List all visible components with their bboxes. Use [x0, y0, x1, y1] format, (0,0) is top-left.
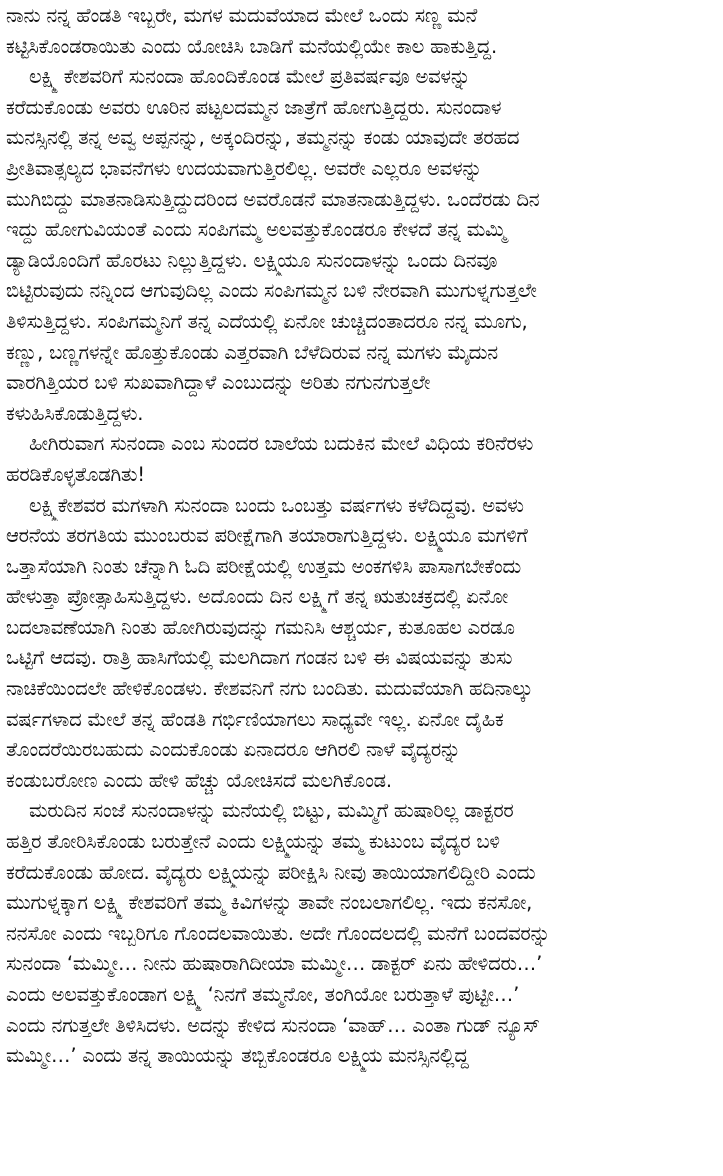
- text-line: ಲಕ್ಷ್ಮಿಕೇಶವರ ಮಗಳಾಗಿ ಸುನಂದಾ ಬಂದು ಒಂಬತ್ತು ವರ್ಷಗಳು ಕಳೆದಿದ್ದವು. ಅವಳು: [29, 493, 524, 517]
- text-line: ಕರೆದುಕೊಂಡು ಹೋದ. ವೈದ್ಯರು ಲಕ್ಷ್ಮಿಯನ್ನು ಪರೀಕ್ಷಿಸಿ ನೀವು ತಾಯಿಯಾಗಲಿದ್ದೀರಿ ಎಂದು: [6, 860, 536, 884]
- text-line: ಕಟ್ಟಿಸಿಕೊಂಡರಾಯಿತು ಎಂದು ಯೋಚಿಸಿ ಬಾಡಿಗೆ ಮನೆಯಲ್ಲಿಯೇ ಕಾಲ ಹಾಕುತ್ತಿದ್ದ.: [6, 34, 498, 58]
- text-line: ಹತ್ತಿರ ತೋರಿಸಿಕೊಂಡು ಬರುತ್ತೇನೆ ಎಂದು ಲಕ್ಷ್ಮಿಯನ್ನು ತಮ್ಮ ಕುಟುಂಬ ವೈದ್ಯರ ಬಳಿ: [6, 830, 500, 854]
- text-line: ಲಕ್ಷ್ಮಿ ಕೇಶವರಿಗೆ ಸುನಂದಾ ಹೊಂದಿಕೊಂಡ ಮೇಲೆ ಪ್ರತಿವರ್ಷವೂ ಅವಳನ್ನು: [29, 65, 471, 89]
- text-line: ಹರಡಿಕೊಳ್ಳತೊಡಗಿತು!: [6, 462, 145, 486]
- text-line: ಕಳುಹಿಸಿಕೊಡುತ್ತಿದ್ದಳು.: [6, 401, 144, 425]
- text-line: [6, 1102, 719, 1133]
- text-line: ಕರೆದುಕೊಂಡು ಅವರು ಊರಿನ ಪಟ್ಟಲದಮ್ಮನ ಜಾತ್ರೆಗೆ ಹೋಗುತ್ತಿದ್ದರು. ಸುನಂದಾಳ: [6, 95, 502, 119]
- text-line: ತೊಂದರೆಯಿರಬಹುದು ಎಂದುಕೊಂಡು ಏನಾದರೂ ಆಗಿರಲಿ ನಾಳೆ ವೈದ್ಯರನ್ನು: [6, 738, 461, 762]
- text-line: ನನಸೋ ಎಂದು ಇಬ್ಬರಿಗೂ ಗೊಂದಲವಾಯಿತು. ಅದೇ ಗೊಂದಲದಲ್ಲಿ ಮನೆಗೆ ಬಂದವರನ್ನು: [6, 921, 550, 945]
- text-line: ಆರನೆಯ ತರಗತಿಯ ಮುಂಬರುವ ಪರೀಕ್ಷೆಗಾಗಿ ತಯಾರಾಗುತ್ತಿದ್ದಳು. ಲಕ್ಷ್ಮಿಯೂ ಮಗಳಿಗೆ: [6, 524, 528, 548]
- text-line: ಒತ್ತಾಸೆಯಾಗಿ ನಿಂತು ಚೆನ್ನಾಗಿ ಓದಿ ಪರೀಕ್ಷೆಯಲ್ಲಿ ಉತ್ತಮ ಅಂಕಗಳಿಸಿ ಪಾಸಾಗಬೇಕೆಂದು: [6, 554, 522, 578]
- text-line: ಸುನಂದಾ ‘ಮಮ್ಮೀ… ನೀನು ಹುಷಾರಾಗಿದೀಯಾ ಮಮ್ಮೀ… ಡಾಕ್ಟರ್ ಏನು ಹೇಳಿದರು…’: [6, 952, 543, 976]
- text-line: ಮರುದಿನ ಸಂಜೆ ಸುನಂದಾಳನ್ನು ಮನೆಯಲ್ಲಿ ಬಿಟ್ಟು, ಮಮ್ಮಿಗೆ ಹುಷಾರಿಲ್ಲ ಡಾಕ್ಟರರ: [29, 799, 514, 823]
- text-line: ಪ್ರೀತಿವಾತ್ಸಲ್ಯದ ಭಾವನೆಗಳು ಉದಯವಾಗುತ್ತಿರಲಿಲ್ಲ. ಅವರೇ ಎಲ್ಲರೂ ಅವಳನ್ನು: [6, 156, 482, 180]
- text-line: ಮುಗಿಬಿದ್ದು ಮಾತನಾಡಿಸುತ್ತಿದ್ದುದರಿಂದ ಅವರೊಡನೆ ಮಾತನಾಡುತ್ತಿದ್ದಳು. ಒಂದೆರಡು ದಿನ: [6, 187, 540, 211]
- text-line: ಕಣ್ಣು, ಬಣ್ಣಗಳನ್ನೇ ಹೊತ್ತುಕೊಂಡು ಎತ್ತರವಾಗಿ ಬೆಳೆದಿರುವ ನನ್ನ ಮಗಳು ಮೈದುನ: [6, 340, 498, 364]
- text-line: ವಾರಗಿತ್ತಿಯರ ಬಳಿ ಸುಖವಾಗಿದ್ದಾಳೆ ಎಂಬುದನ್ನು ಅರಿತು ನಗುನಗುತ್ತಲೇ: [6, 371, 431, 395]
- text-line: ಮಮ್ಮೀ…’ ಎಂದು ತನ್ನ ತಾಯಿಯನ್ನು ತಬ್ಬಿಕೊಂಡರೂ ಲಕ್ಷ್ಮಿಯ ಮನಸ್ಸಿನಲ್ಲಿದ್ದ: [6, 1044, 469, 1068]
- text-line: ಮುಗುಳ್ನಕ್ಕಾಗ ಲಕ್ಷ್ಮಿ ಕೇಶವರಿಗೆ ತಮ್ಮ ಕಿವಿಗಳನ್ನು ತಾವೇ ನಂಬಲಾಗಲಿಲ್ಲ. ಇದು ಕನಸೋ,: [6, 891, 533, 915]
- text-line: ಹೀಗಿರುವಾಗ ಸುನಂದಾ ಎಂಬ ಸುಂದರ ಬಾಲೆಯ ಬದುಕಿನ ಮೇಲೆ ವಿಧಿಯ ಕರಿನೆರಳು: [29, 432, 534, 456]
- text-line: ಒಟ್ಟಿಗೆ ಆದವು. ರಾತ್ರಿ ಹಾಸಿಗೆಯಲ್ಲಿ ಮಲಗಿದಾಗ ಗಂಡನ ಬಳಿ ಈ ವಿಷಯವನ್ನು ತುಸು: [6, 646, 513, 670]
- text-line: ಡ್ಯಾಡಿಯೊಂದಿಗೆ ಹೊರಟು ನಿಲ್ಲುತ್ತಿದ್ದಳು. ಲಕ್ಷ್ಮಿಯೂ ಸುನಂದಾಳನ್ನು ಒಂದು ದಿನವೂ: [6, 248, 498, 272]
- text-line: [6, 1072, 719, 1103]
- text-line: ಹೇಳುತ್ತಾ ಪ್ರೋತ್ಸಾಹಿಸುತ್ತಿದ್ದಳು. ಅದೊಂದು ದಿನ ಲಕ್ಷ್ಮಿಗೆ ತನ್ನ ಋತುಚಕ್ರದಲ್ಲಿ ಏನೋ: [6, 585, 509, 609]
- story-text: [6, 1, 719, 1133]
- text-line: ಬದಲಾವಣೆಯಾಗಿ ನಿಂತು ಹೋಗಿರುವುದನ್ನು ಗಮನಿಸಿ ಆಶ್ಚರ್ಯ, ಕುತೂಹಲ ಎರಡೂ: [6, 615, 515, 639]
- text-line: ಬಿಟ್ಟಿರುವುದು ನನ್ನಿಂದ ಆಗುವುದಿಲ್ಲ ಎಂದು ಸಂಪಿಗಮ್ಮನ ಬಳಿ ನೇರವಾಗಿ ಮುಗುಳ್ನಗುತ್ತಲೇ: [6, 279, 537, 303]
- text-line: ಮನಸ್ಸಿನಲ್ಲಿ ತನ್ನ ಅವ್ವ ಅಪ್ಪನನ್ನು, ಅಕ್ಕಂದಿರನ್ನು, ತಮ್ಮನನ್ನು ಕಂಡು ಯಾವುದೇ ತರಹದ: [6, 126, 520, 150]
- text-line: ವರ್ಷಗಳಾದ ಮೇಲೆ ತನ್ನ ಹೆಂಡತಿ ಗರ್ಭಿಣಿಯಾಗಲು ಸಾಧ್ಯವೇ ಇಲ್ಲ. ಏನೋ ದೈಹಿಕ: [6, 707, 504, 731]
- text-line: ನಾನು ನನ್ನ ಹೆಂಡತಿ ಇಬ್ಬರೇ, ಮಗಳ ಮದುವೆಯಾದ ಮೇಲೆ ಒಂದು ಸಣ್ಣ ಮನೆ: [6, 4, 478, 27]
- text-line: ನಾಚಿಕೆಯಿಂದಲೇ ಹೇಳಿಕೊಂಡಳು. ಕೇಶವನಿಗೆ ನಗು ಬಂದಿತು. ಮದುವೆಯಾಗಿ ಹದಿನಾಲ್ಕು: [6, 677, 533, 701]
- text-line: ಎಂದು ಅಲವತ್ತುಕೊಂಡಾಗ ಲಕ್ಷ್ಮಿ ‘ನಿನಗೆ ತಮ್ಮನೋ, ತಂಗಿಯೋ ಬರುತ್ತಾಳೆ ಪುಟ್ಟೀ…’: [6, 983, 520, 1006]
- text-line: ತಿಳಿಸುತ್ತಿದ್ದಳು. ಸಂಪಿಗಮ್ಮನಿಗೆ ತನ್ನ ಎದೆಯಲ್ಲಿ ಏನೋ ಚುಚ್ಚಿದಂತಾದರೂ ನನ್ನ ಮೂಗು,: [6, 309, 528, 333]
- text-line: ಕಂಡುಬರೋಣ ಎಂದು ಹೇಳಿ ಹೆಚ್ಚು ಯೋಚಿಸದೆ ಮಲಗಿಕೊಂಡ.: [6, 768, 392, 792]
- text-line: ಎಂದು ನಗುತ್ತಲೇ ತಿಳಿಸಿದಳು. ಅದನ್ನು ಕೇಳಿದ ಸುನಂದಾ ‘ವಾಹ್… ಎಂತಾ ಗುಡ್ ನ್ಯೂಸ್: [6, 1013, 540, 1037]
- text-line: ಇದ್ದು ಹೋಗುವಿಯಂತೆ ಎಂದು ಸಂಪಿಗಮ್ಮ ಅಲವತ್ತುಕೊಂಡರೂ ಕೇಳದೆ ತನ್ನ ಮಮ್ಮಿ: [6, 218, 507, 242]
